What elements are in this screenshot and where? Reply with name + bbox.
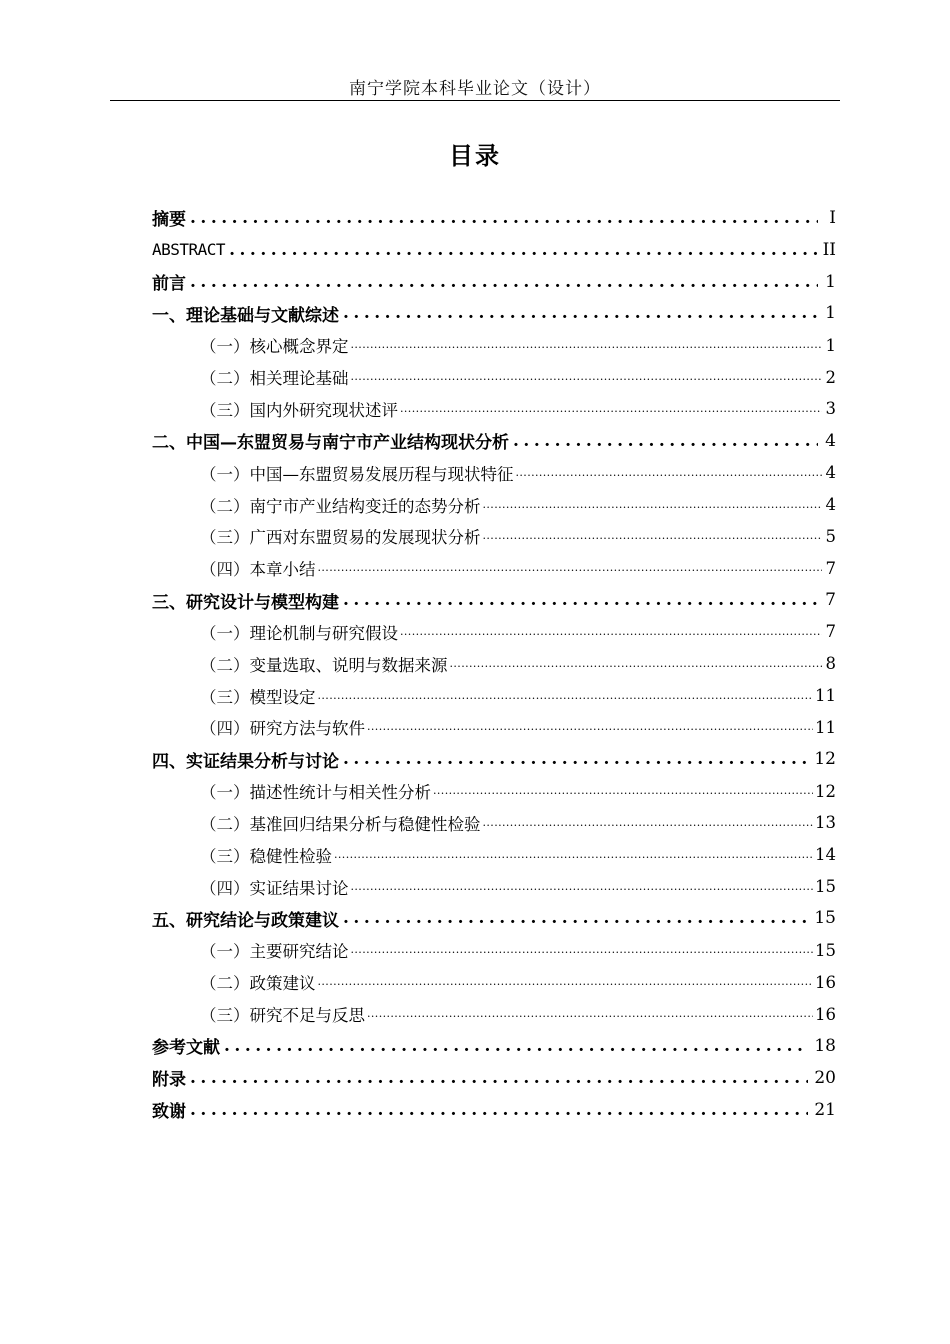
toc-entry-title: 致谢 xyxy=(152,1102,186,1123)
toc-page-number: 16 xyxy=(815,972,836,992)
toc-section-number: （三） xyxy=(200,400,250,420)
toc-page-number: 7 xyxy=(825,590,836,611)
toc-section-entry[interactable] xyxy=(152,329,836,361)
toc-chapter-entry[interactable] xyxy=(152,425,836,457)
toc-section-entry[interactable] xyxy=(152,457,836,489)
toc-chapter-entry[interactable] xyxy=(152,584,836,616)
toc-page-number: 5 xyxy=(825,526,836,546)
toc-entry-title: 稳健性检验 xyxy=(249,846,332,866)
toc-entry-title: 理论机制与研究假设 xyxy=(249,623,398,643)
toc-entry-title: ABSTRACT xyxy=(152,240,226,260)
toc-section-number: （一） xyxy=(200,783,250,803)
toc-entry-title: 国内外研究现状述评 xyxy=(249,400,398,420)
toc-page-number: 4 xyxy=(825,463,836,483)
toc-chapter-entry[interactable] xyxy=(152,743,836,775)
toc-chapter-number: 三、 xyxy=(152,592,186,613)
toc-chapter-number: 一、 xyxy=(152,305,186,326)
toc-dot-leader xyxy=(343,750,808,768)
toc-section-number: （二） xyxy=(200,974,250,994)
toc-dot-leader xyxy=(224,1037,808,1055)
toc-section-number: （四） xyxy=(200,560,250,580)
header-rule xyxy=(110,100,840,101)
toc-section-entry[interactable] xyxy=(152,807,836,839)
toc-page-number: 15 xyxy=(815,877,836,897)
toc-chapter-entry[interactable] xyxy=(152,298,836,330)
toc-page-number: 4 xyxy=(825,430,836,451)
toc-section-entry[interactable] xyxy=(152,393,836,425)
toc-dot-leader xyxy=(351,368,823,386)
toc-entry-title: 政策建议 xyxy=(249,974,316,994)
toc-entry-title: 前言 xyxy=(152,274,186,295)
toc-section-entry[interactable] xyxy=(152,712,836,744)
toc-chapter-entry[interactable] xyxy=(152,266,836,298)
toc-chapter-number: 五、 xyxy=(152,910,186,931)
toc-entry-title: 主要研究结论 xyxy=(249,942,349,962)
toc-page-number: 20 xyxy=(814,1067,836,1088)
toc-page-number: I xyxy=(829,207,836,228)
toc-dot-leader xyxy=(450,655,823,673)
toc-page-number: 8 xyxy=(825,654,836,674)
toc-entry-title: 摘要 xyxy=(152,210,186,231)
toc-dot-leader xyxy=(190,1069,808,1087)
toc-entry-title: 变量选取、说明与数据来源 xyxy=(249,655,448,675)
toc-section-number: （三） xyxy=(200,687,250,707)
toc-page-number: 2 xyxy=(825,367,836,387)
toc-page-number: 13 xyxy=(815,813,836,833)
page-title: 目录 xyxy=(449,142,501,170)
toc-chapter-entry[interactable] xyxy=(152,903,836,935)
toc-chapter-entry[interactable] xyxy=(152,234,836,266)
toc-entry-title: 本章小结 xyxy=(249,560,316,580)
toc-section-number: （一） xyxy=(200,337,250,357)
toc-dot-leader xyxy=(229,241,817,259)
toc-chapter-entry[interactable] xyxy=(152,202,836,234)
toc-entry-title: 模型设定 xyxy=(249,687,316,707)
toc-section-entry[interactable] xyxy=(152,934,836,966)
toc-section-number: （一） xyxy=(200,464,250,484)
toc-dot-leader xyxy=(400,400,822,418)
toc-section-entry[interactable] xyxy=(152,998,836,1030)
toc-dot-leader xyxy=(351,941,814,959)
toc-chapter-entry[interactable] xyxy=(152,1094,836,1126)
toc-page-number: 11 xyxy=(815,686,836,706)
toc-dot-leader xyxy=(318,559,823,577)
toc-page-number: 1 xyxy=(825,271,836,292)
toc-page-number: 21 xyxy=(814,1099,836,1120)
toc-section-entry[interactable] xyxy=(152,552,836,584)
toc-dot-leader xyxy=(400,623,822,641)
toc-entry-title: 核心概念界定 xyxy=(249,337,349,357)
toc-page-number: 12 xyxy=(815,781,836,801)
toc-page-number: 18 xyxy=(814,1035,836,1056)
toc-entry-title: 研究结论与政策建议 xyxy=(186,910,339,931)
toc-dot-leader xyxy=(351,336,823,354)
toc-entry-title: 中国—东盟贸易与南宁市产业结构现状分析 xyxy=(186,433,509,454)
running-header: 南宁学院本科毕业论文（设计） xyxy=(349,79,601,99)
toc-entry-title: 实证结果讨论 xyxy=(249,878,349,898)
toc-chapter-number: 二、 xyxy=(152,433,186,454)
toc-section-number: （三） xyxy=(200,528,250,548)
toc-entry-title: 附录 xyxy=(152,1070,186,1091)
toc-section-number: （三） xyxy=(200,846,250,866)
toc-entry-title: 基准回归结果分析与稳健性检验 xyxy=(249,814,481,834)
toc-section-number: （二） xyxy=(200,369,250,389)
toc-dot-leader xyxy=(190,209,818,227)
toc-page-number: 7 xyxy=(825,622,836,642)
toc-page-number: 14 xyxy=(815,845,836,865)
toc-section-entry[interactable] xyxy=(152,361,836,393)
toc-dot-leader xyxy=(343,591,818,609)
toc-dot-leader xyxy=(334,846,813,864)
toc-entry-title: 南宁市产业结构变迁的态势分析 xyxy=(249,496,481,516)
toc-page-number: 11 xyxy=(815,717,836,737)
toc-section-entry[interactable] xyxy=(152,680,836,712)
toc-section-entry[interactable] xyxy=(152,489,836,521)
toc-dot-leader xyxy=(483,496,823,514)
toc-dot-leader xyxy=(367,1005,813,1023)
toc-section-number: （一） xyxy=(200,942,250,962)
toc-chapter-entry[interactable] xyxy=(152,1062,836,1094)
toc-page-number: 16 xyxy=(815,1004,836,1024)
toc-section-entry[interactable] xyxy=(152,966,836,998)
toc-chapter-entry[interactable] xyxy=(152,1030,836,1062)
toc-page-number: 1 xyxy=(825,335,836,355)
toc-section-number: （二） xyxy=(200,496,250,516)
toc-page-number: II xyxy=(822,239,836,260)
toc-entry-title: 理论基础与文献综述 xyxy=(186,305,339,326)
toc-section-number: （四） xyxy=(200,878,250,898)
toc-dot-leader xyxy=(190,1101,808,1119)
toc-entry-title: 实证结果分析与讨论 xyxy=(186,751,339,772)
toc-section-entry[interactable] xyxy=(152,775,836,807)
toc-dot-leader xyxy=(516,464,823,482)
toc-entry-title: 中国—东盟贸易发展历程与现状特征 xyxy=(249,464,514,484)
toc-dot-leader xyxy=(318,973,814,991)
toc-page-number: 15 xyxy=(814,908,836,929)
toc-dot-leader xyxy=(483,814,814,832)
toc-chapter-number: 四、 xyxy=(152,751,186,772)
toc-section-number: （四） xyxy=(200,719,250,739)
toc-page-number: 3 xyxy=(825,399,836,419)
toc-section-entry[interactable] xyxy=(152,871,836,903)
toc-section-entry[interactable] xyxy=(152,616,836,648)
toc-dot-leader xyxy=(343,304,818,322)
toc-entry-title: 参考文献 xyxy=(152,1038,220,1059)
toc-section-number: （二） xyxy=(200,655,250,675)
toc-entry-title: 相关理论基础 xyxy=(249,369,349,389)
toc-dot-leader xyxy=(483,527,823,545)
toc-section-number: （一） xyxy=(200,623,250,643)
toc-page-number: 1 xyxy=(825,303,836,324)
toc-page-number: 15 xyxy=(815,940,836,960)
toc-dot-leader xyxy=(513,432,818,450)
toc-entry-title: 研究设计与模型构建 xyxy=(186,592,339,613)
toc-page-number: 7 xyxy=(825,558,836,578)
toc-page-number: 4 xyxy=(825,495,836,515)
toc-dot-leader xyxy=(351,878,814,896)
toc-section-number: （三） xyxy=(200,1006,250,1026)
toc-entry-title: 研究方法与软件 xyxy=(249,719,365,739)
toc-dot-leader xyxy=(190,273,818,291)
toc-entry-title: 描述性统计与相关性分析 xyxy=(249,783,431,803)
toc-entry-title: 研究不足与反思 xyxy=(249,1006,365,1026)
toc-page-number: 12 xyxy=(814,749,836,770)
toc-entry-title: 广西对东盟贸易的发展现状分析 xyxy=(249,528,481,548)
table-of-contents xyxy=(152,202,836,1125)
toc-dot-leader xyxy=(367,718,813,736)
toc-section-entry[interactable] xyxy=(152,520,836,552)
toc-section-entry[interactable] xyxy=(152,648,836,680)
toc-dot-leader xyxy=(343,909,808,927)
toc-dot-leader xyxy=(433,782,813,800)
toc-section-number: （二） xyxy=(200,814,250,834)
toc-dot-leader xyxy=(318,687,814,705)
toc-section-entry[interactable] xyxy=(152,839,836,871)
